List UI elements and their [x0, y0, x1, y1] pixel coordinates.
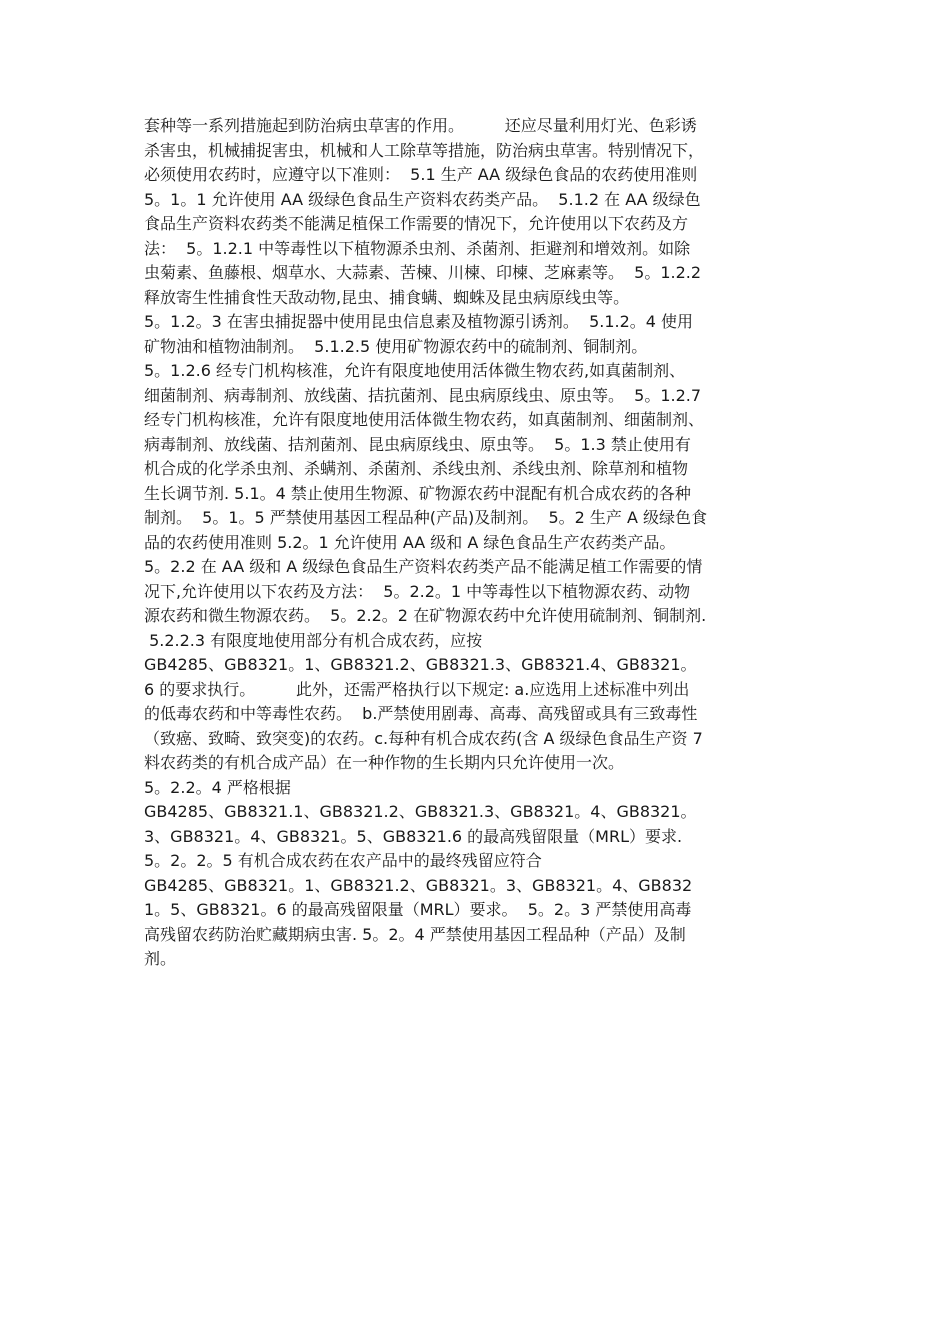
- text-line: 剂。: [144, 949, 177, 968]
- text-line: 经专门机构核准，允许有限度地使用活体微生物农药，如真菌制剂、细菌制剂、: [144, 410, 705, 429]
- text-line: 必须使用农药时，应遵守以下准则： 5.1 生产 AA 级绿色食品的农药使用准则: [144, 165, 698, 184]
- text-line: GB4285、GB8321.1、GB8321.2、GB8321.3、GB8321。4、GB8321。: [144, 802, 697, 821]
- text-line: 5。1.2.6 经专门机构核准，允许有限度地使用活体微生物农药,如真菌制剂、: [144, 361, 686, 380]
- text-line: 5.2.2.3 有限度地使用部分有机合成农药，应按: [144, 630, 483, 650]
- text-line: 生长调节剂. 5.1。4 禁止使用生物源、矿物源农药中混配有机合成农药的各种: [144, 483, 691, 503]
- text-line: 虫菊素、鱼藤根、烟草水、大蒜素、苦楝、川楝、印楝、芝麻素等。 5。1.2.2: [144, 263, 702, 282]
- text-line: 的低毒农药和中等毒性农药。 b.严禁使用剧毒、高毒、高残留或具有三致毒性: [144, 704, 698, 723]
- text-line: 释放寄生性捕食性天敌动物,昆虫、捕食螨、蜘蛛及昆虫病原线虫等。: [144, 287, 630, 307]
- text-line: 5。1。1 允许使用 AA 级绿色食品生产资料农药类产品。 5.1.2 在 AA 级绿色: [144, 189, 701, 209]
- text-line: 5。2.2。4 严格根据: [144, 777, 291, 797]
- text-line: 5。2.2 在 AA 级和 A 级绿色食品生产资料农药类产品不能满足植工作需要的情: [144, 557, 703, 576]
- document-page: [144, 114, 814, 972]
- text-line: GB4285、GB8321。1、GB8321.2、GB8321。3、GB8321。4、GB832: [144, 875, 693, 895]
- text-line: 套种等一系列措施起到防治病虫草害的作用。 还应尽量利用灯光、色彩诱: [144, 116, 697, 135]
- text-line: 5。1.2。3 在害虫捕捉器中使用昆虫信息素及植物源引诱剂。 5.1.2。4 使用: [144, 312, 694, 331]
- text-line: 制剂。 5。1。5 严禁使用基因工程品种(产品)及制剂。 5。2 生产 A 级绿色食: [144, 508, 708, 527]
- text-line: 细菌制剂、病毒制剂、放线菌、拮抗菌剂、昆虫病原线虫、原虫等。 5。1.2.7: [144, 385, 702, 405]
- text-line: 料农药类的有机合成产品）在一种作物的生长期内只允许使用一次。: [144, 753, 625, 772]
- text-line: 矿物油和植物油制剂。 5.1.2.5 使用矿物源农药中的硫制剂、铜制剂。: [144, 336, 648, 356]
- text-line: 食品生产资料农药类不能满足植保工作需要的情况下，允许使用以下农药及方: [144, 214, 689, 233]
- text-line: 高残留农药防治贮藏期病虫害. 5。2。4 严禁使用基因工程品种（产品）及制: [144, 924, 686, 944]
- text-line: 3、GB8321。4、GB8321。5、GB8321.6 的最高残留限量（MRL）要求.: [144, 826, 683, 846]
- text-line: 病毒制剂、放线菌、拮剂菌剂、昆虫病原线虫、原虫等。 5。1.3 禁止使用有: [144, 434, 691, 454]
- text-line: 品的农药使用准则 5.2。1 允许使用 AA 级和 A 绿色食品生产农药类产品。: [144, 532, 676, 552]
- text-line: 况下,允许使用以下农药及方法： 5。2.2。1 中等毒性以下植物源农药、动物: [144, 581, 691, 601]
- text-line: 机合成的化学杀虫剂、杀螨剂、杀菌剂、杀线虫剂、杀线虫剂、除草剂和植物: [144, 459, 689, 478]
- text-line: 源农药和微生物源农药。 5。2.2。2 在矿物源农药中允许使用硫制剂、铜制剂.: [144, 606, 707, 625]
- text-line: 法： 5。1.2.1 中等毒性以下植物源杀虫剂、杀菌剂、拒避剂和增效剂。如除: [144, 238, 691, 258]
- text-line: 6 的要求执行。 此外，还需严格执行以下规定: a.应选用上述标准中列出: [144, 679, 690, 699]
- text-line: 1。5、GB8321。6 的最高残留限量（MRL）要求。 5。2。3 严禁使用高毒: [144, 900, 692, 919]
- text-line: （致癌、致畸、致突变)的农药。c.每种有机合成农药(含 A 级绿色食品生产资 7: [144, 728, 703, 748]
- text-line: 杀害虫，机械捕捉害虫，机械和人工除草等措施，防治病虫草害。特别情况下，: [144, 140, 705, 160]
- text-line: GB4285、GB8321。1、GB8321.2、GB8321.3、GB8321.4、GB8321。: [144, 655, 697, 674]
- text-line: 5。2。2。5 有机合成农药在农产品中的最终残留应符合: [144, 851, 542, 870]
